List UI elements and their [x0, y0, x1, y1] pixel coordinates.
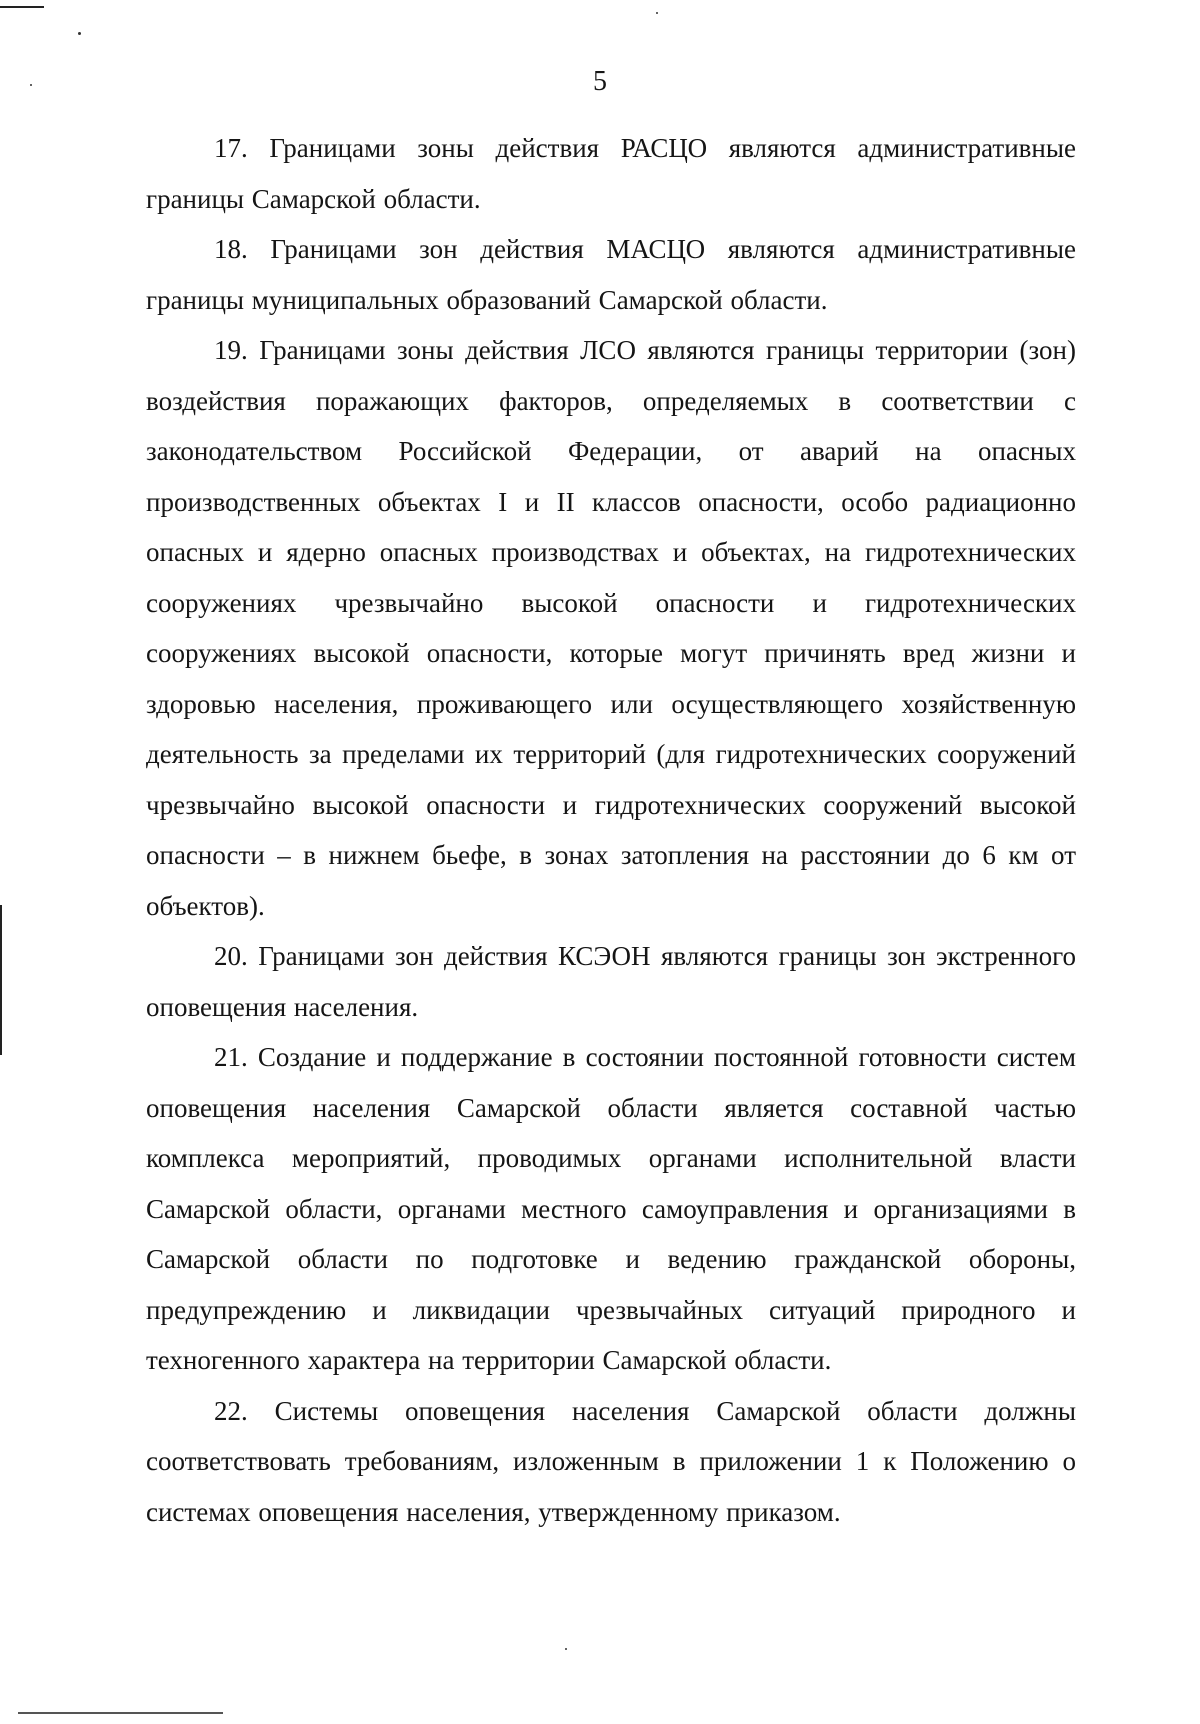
- scan-artifact-dot: [565, 1648, 567, 1650]
- paragraph-19: 19. Границами зоны действия ЛСО являются границы территории (зон) воздействия поражающих факторов, определяемых в соответствии с законодательством Российской Федерации, от аварий на опасных производственных объектах I и II классов опасности, особо радиационно опасных и ядерно опасных производствах и объектах, на гидротехнических сооружениях чрезвычайно высокой опасности и гидротехнических сооружениях высокой опасности, которые могут причинять вред жизни и здоровью населения, проживающего или осуществляющего хозяйственную деятельность за пределами их территорий (для гидротехнических сооружений чрезвычайно высокой опасности и гидротехнических сооружений высокой опасности – в нижнем бьефе, в зонах затопления на расстоянии до 6 км от объектов).: [146, 335, 1076, 921]
- paragraph-21: 21. Создание и поддержание в состоянии постоянной готовности систем оповещения населения Самарской области является составной частью комплекса мероприятий, проводимых органами исполнительной власти Самарской области, органами местного самоуправления и организациями в Самарской области по подготовке и ведению гражданской обороны, предупреждению и ликвидации чрезвычайных ситуаций природного и техногенного характера на территории Самарской области.: [146, 1042, 1076, 1375]
- document-body: [146, 123, 1076, 1537]
- page-number: 5: [593, 66, 607, 97]
- paragraph-17: 17. Границами зоны действия РАСЦО являются административные границы Самарской области.: [146, 133, 1076, 214]
- scan-artifact-bottom-left-line: [18, 1712, 223, 1714]
- paragraph-20: 20. Границами зон действия КСЭОН являются границы зон экстренного оповещения населения.: [146, 941, 1076, 1022]
- paragraph-22: 22. Системы оповещения населения Самарской области должны соответствовать требованиям, изложенным в приложении 1 к Положению о системах оповещения населения, утвержденному приказом.: [146, 1395, 1076, 1527]
- scan-artifact-dot: [78, 32, 81, 35]
- scan-artifact-left-edge-line: [0, 905, 2, 1055]
- paragraph-18: 18. Границами зон действия МАСЦО являются административные границы муниципальных образований Самарской области.: [146, 234, 1076, 315]
- scan-artifact-dot: [656, 12, 658, 14]
- scan-artifact-top-left-line: [0, 6, 44, 8]
